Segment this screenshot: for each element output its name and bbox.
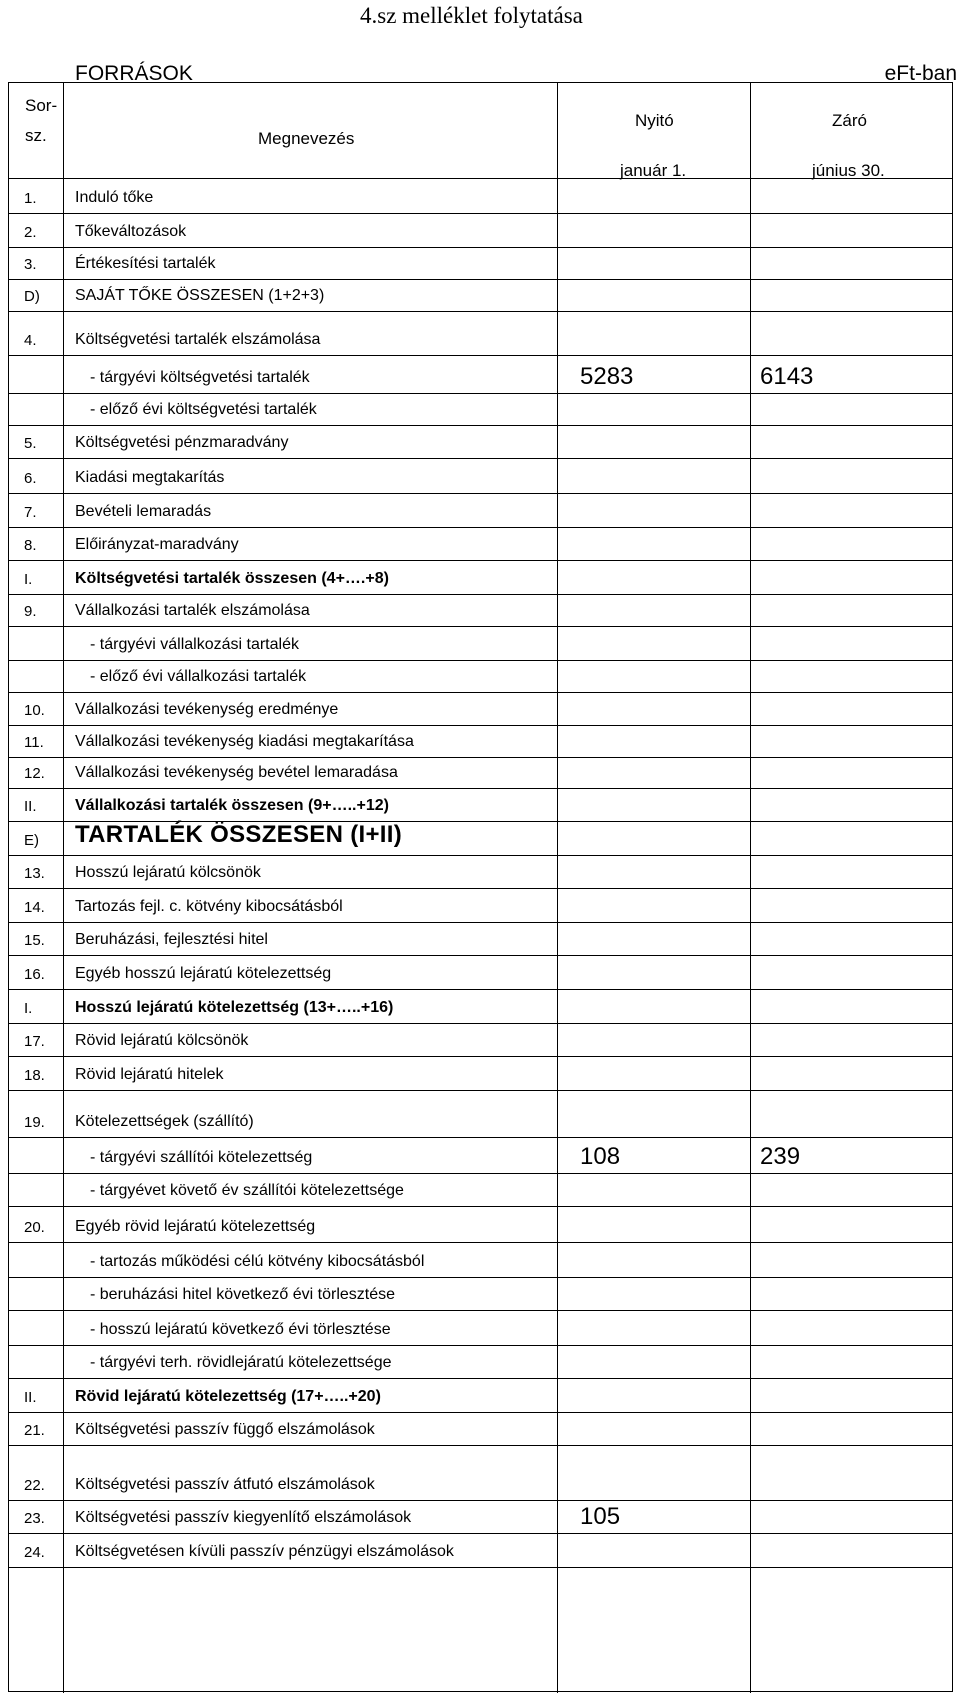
row-divider (8, 247, 953, 248)
row-number: 15. (24, 932, 45, 949)
table-border (8, 82, 953, 1692)
row-number: 10. (24, 702, 45, 719)
row-divider (8, 1533, 953, 1534)
row-divider (8, 1378, 953, 1379)
row-divider (8, 1242, 953, 1243)
row-label: Előirányzat-maradvány (75, 536, 239, 553)
row-label: Vállalkozási tartalék összesen (9+…..+12) (75, 797, 389, 814)
row-label: Tőkeváltozások (75, 223, 187, 240)
header-close: Záró (832, 111, 867, 130)
row-divider (8, 1445, 953, 1446)
row-number: I. (24, 571, 33, 588)
row-divider (8, 527, 953, 528)
row-label: SAJÁT TŐKE ÖSSZESEN (1+2+3) (75, 287, 325, 304)
row-number: 11. (24, 734, 44, 751)
row-number: 19. (24, 1114, 45, 1131)
row-number: 14. (24, 899, 45, 916)
row-label: Költségvetési passzív átfutó elszámolások (75, 1476, 375, 1493)
row-divider (8, 1277, 953, 1278)
row-divider (8, 493, 953, 494)
row-label: Költségvetési tartalék összesen (4+….+8) (75, 570, 389, 587)
row-number: 24. (24, 1544, 45, 1561)
header-date-close: június 30. (812, 161, 885, 180)
row-number: 5. (24, 435, 37, 452)
row-divider (8, 355, 953, 356)
row-label: Rövid lejáratú kölcsönök (75, 1032, 249, 1049)
header-date-open: január 1. (620, 161, 687, 180)
row-number: D) (24, 288, 40, 305)
row-label: - beruházási hitel következő évi törlesztése (90, 1286, 396, 1303)
header-name: Megnevezés (258, 129, 355, 148)
row-number: 12. (24, 765, 45, 782)
row-value-open: 108 (580, 1143, 621, 1170)
row-number: II. (24, 798, 37, 815)
row-divider (8, 1056, 953, 1057)
row-divider (8, 1345, 953, 1346)
row-label: - tartozás működési célú kötvény kibocsátásból (90, 1253, 425, 1270)
row-label: Rövid lejáratú hitelek (75, 1066, 224, 1083)
row-label: Hosszú lejáratú kötelezettség (13+…..+16) (75, 999, 394, 1016)
row-label: - tárgyévi költségvetési tartalék (90, 369, 310, 386)
row-label: Bevételi lemaradás (75, 503, 212, 520)
page-title: 4.sz melléklet folytatása (360, 3, 583, 28)
row-label: Kötelezettségek (szállító) (75, 1113, 254, 1130)
row-divider (8, 213, 953, 214)
unit-label: eFt-ban (884, 62, 957, 85)
row-number: 17. (24, 1033, 45, 1050)
row-label: Vállalkozási tevékenység kiadási megtakarítása (75, 733, 414, 750)
row-divider (8, 626, 953, 627)
row-label: - hosszú lejáratú következő évi törlesztése (90, 1321, 391, 1338)
row-label: Egyéb hosszú lejáratú kötelezettség (75, 965, 332, 982)
row-divider (8, 311, 953, 312)
row-number: 4. (24, 332, 37, 349)
row-value-close: 239 (760, 1143, 801, 1170)
row-label: Költségvetésen kívüli passzív pénzügyi elszámolások (75, 1543, 454, 1560)
row-label: - előző évi költségvetési tartalék (90, 401, 317, 418)
row-number: 9. (24, 603, 37, 620)
row-number: 18. (24, 1067, 45, 1084)
row-value-open: 5283 (580, 363, 634, 390)
row-number: 21. (24, 1422, 45, 1439)
row-number: II. (24, 1389, 37, 1406)
row-number: 3. (24, 256, 37, 273)
row-divider (8, 1567, 953, 1568)
row-divider (8, 560, 953, 561)
row-label: - tárgyévi vállalkozási tartalék (90, 636, 299, 653)
row-divider (8, 788, 953, 789)
row-number: 7. (24, 504, 37, 521)
row-divider (8, 692, 953, 693)
row-number: 23. (24, 1510, 45, 1527)
row-divider (8, 955, 953, 956)
row-divider (8, 1310, 953, 1311)
row-label: Költségvetési passzív kiegyenlítő elszámolások (75, 1509, 412, 1526)
row-label: Beruházási, fejlesztési hitel (75, 931, 268, 948)
row-label: - tárgyévi szállítói kötelezettség (90, 1149, 313, 1166)
row-number: E) (24, 832, 39, 849)
row-number: 1. (24, 190, 37, 207)
row-divider (8, 1090, 953, 1091)
row-divider (8, 888, 953, 889)
row-divider (8, 1023, 953, 1024)
header-open: Nyitó (635, 111, 674, 130)
row-number: 20. (24, 1219, 45, 1236)
header-sorsz-2: sz. (25, 126, 47, 145)
row-divider (8, 757, 953, 758)
row-number: 8. (24, 537, 37, 554)
row-value-close: 6143 (760, 363, 814, 390)
row-label: Költségvetési pénzmaradvány (75, 434, 289, 451)
row-label: Költségvetési tartalék elszámolása (75, 331, 321, 348)
row-divider (8, 989, 953, 990)
row-label: TARTALÉK ÖSSZESEN (I+II) (75, 821, 402, 848)
row-number: 16. (24, 966, 45, 983)
row-label: Rövid lejáratú kötelezettség (17+…..+20) (75, 1388, 381, 1405)
header-sorsz-1: Sor- (25, 96, 58, 115)
row-divider (8, 458, 953, 459)
row-label: Költségvetési passzív függő elszámolások (75, 1421, 375, 1438)
row-label: Tartozás fejl. c. kötvény kibocsátásból (75, 898, 343, 915)
section-title: FORRÁSOK (75, 62, 193, 85)
row-divider (8, 855, 953, 856)
row-label: Értékesítési tartalék (75, 255, 216, 272)
row-label: Vállalkozási tevékenység eredménye (75, 701, 339, 718)
row-divider (8, 425, 953, 426)
row-divider (8, 1412, 953, 1413)
row-number: 22. (24, 1477, 45, 1494)
row-label: Vállalkozási tartalék elszámolása (75, 602, 310, 619)
row-divider (8, 1500, 953, 1501)
row-divider (8, 660, 953, 661)
row-label: Egyéb rövid lejáratú kötelezettség (75, 1218, 316, 1235)
row-number: 13. (24, 865, 45, 882)
row-divider (8, 393, 953, 394)
row-label: Hosszú lejáratú kölcsönök (75, 864, 261, 881)
row-label: - tárgyévet követő év szállítói kötelezettsége (90, 1182, 404, 1199)
header-divider (8, 178, 953, 179)
row-number: I. (24, 1000, 33, 1017)
row-number: 2. (24, 224, 37, 241)
row-label: Induló tőke (75, 189, 154, 206)
row-divider (8, 594, 953, 595)
row-label: - előző évi vállalkozási tartalék (90, 668, 307, 685)
row-value-open: 105 (580, 1503, 621, 1530)
row-number: 6. (24, 470, 37, 487)
row-divider (8, 1173, 953, 1174)
row-divider (8, 1206, 953, 1207)
row-divider (8, 279, 953, 280)
row-label: - tárgyévi terh. rövidlejáratú kötelezettsége (90, 1354, 392, 1371)
row-divider (8, 1137, 953, 1138)
row-label: Vállalkozási tevékenység bevétel lemaradása (75, 764, 398, 781)
row-divider (8, 922, 953, 923)
row-label: Kiadási megtakarítás (75, 469, 225, 486)
row-divider (8, 725, 953, 726)
